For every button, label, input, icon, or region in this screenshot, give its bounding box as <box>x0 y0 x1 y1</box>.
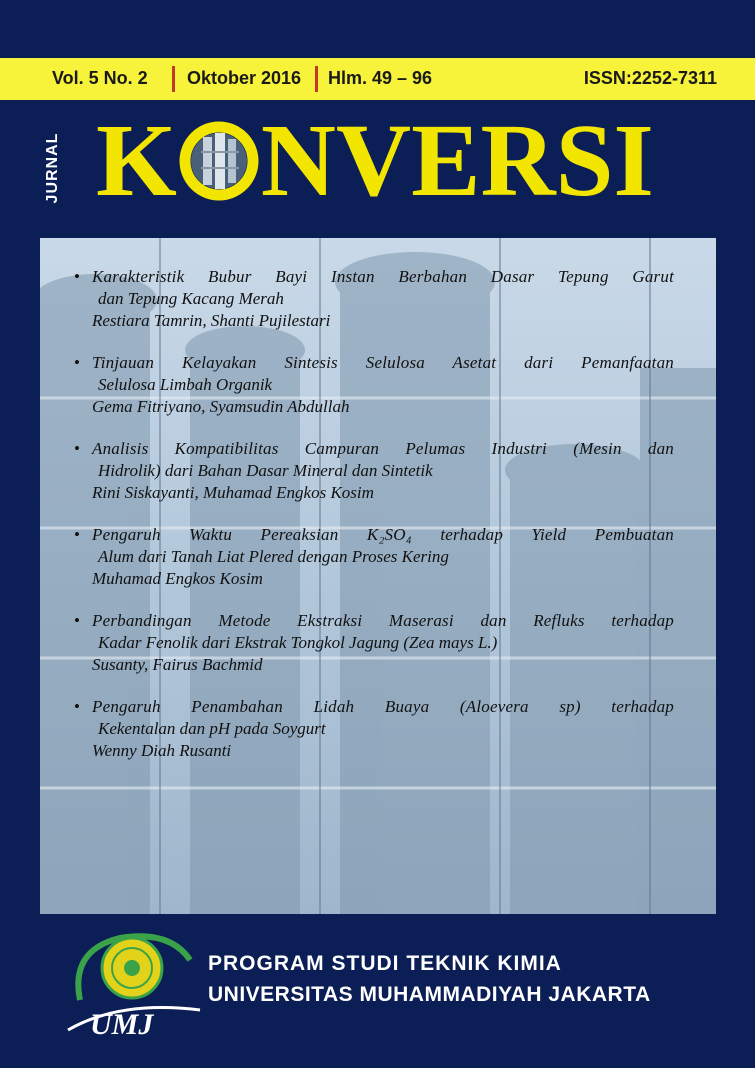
program-name: PROGRAM STUDI TEKNIK KIMIA <box>208 952 562 975</box>
article-entry <box>74 610 674 676</box>
bullet-icon: • <box>74 353 80 372</box>
article-entry <box>74 438 674 504</box>
article-entry <box>74 696 674 762</box>
logo-text: UMJ <box>90 1008 154 1041</box>
university-name: UNIVERSITAS MUHAMMADIYAH JAKARTA <box>208 983 651 1006</box>
article-title-cont: Kekentalan dan pH pada Soygurt <box>98 719 326 738</box>
article-title-cont: Hidrolik) dari Bahan Dasar Mineral dan Sintetik <box>98 461 433 480</box>
title-rest: NVERSI <box>260 103 654 218</box>
article-title-cont: Selulosa Limbah Organik <box>98 375 273 394</box>
bullet-icon: • <box>74 611 80 630</box>
article-entry <box>74 352 674 418</box>
jurnal-label <box>38 128 68 208</box>
journal-title <box>96 103 654 218</box>
jurnal-text: JURNAL <box>44 132 61 204</box>
bullet-icon: • <box>74 267 80 286</box>
bullet-icon: • <box>74 697 80 716</box>
article-authors: Susanty, Fairus Bachmid <box>92 655 263 674</box>
university-logo <box>60 930 210 1050</box>
article-title: Perbandingan Metode Ekstraksi Maserasi dan Refluks terhadap <box>92 611 674 630</box>
article-authors: Rini Siskayanti, Muhamad Engkos Kosim <box>92 483 374 502</box>
bullet-icon: • <box>74 525 80 544</box>
volume-label: Vol. 5 No. 2 <box>52 68 148 88</box>
article-title: Tinjauan Kelayakan Sintesis Selulosa Asetat dari Pemanfaatan <box>92 353 674 372</box>
title-letter-k: K <box>96 103 177 218</box>
page-range: Hlm. 49 – 96 <box>328 68 433 88</box>
article-entry <box>74 524 674 590</box>
article-title-cont: Kadar Fenolik dari Ekstrak Tongkol Jagung (Zea mays L.) <box>98 633 498 652</box>
separator-bar <box>315 66 318 92</box>
article-title-cont: Alum dari Tanah Liat Plered dengan Proses Kering <box>98 547 449 566</box>
bullet-icon: • <box>74 439 80 458</box>
distillation-column-o-icon <box>179 121 259 201</box>
article-title: Karakteristik Bubur Bayi Instan Berbahan Dasar Tepung Garut <box>92 267 674 286</box>
article-title: Pengaruh Penambahan Lidah Buaya (Aloevera sp) terhadap <box>92 697 674 716</box>
article-title-cont: dan Tepung Kacang Merah <box>98 289 284 308</box>
table-of-contents <box>74 266 674 782</box>
article-entry <box>74 266 674 332</box>
university-seal-icon <box>60 930 210 1050</box>
article-authors: Muhamad Engkos Kosim <box>92 569 263 588</box>
issue-info-band <box>0 58 755 100</box>
separator-bar <box>172 66 175 92</box>
issue-month: Oktober 2016 <box>187 68 302 88</box>
article-authors: Gema Fitriyano, Syamsudin Abdullah <box>92 397 350 416</box>
article-authors: Wenny Diah Rusanti <box>92 741 232 760</box>
article-title: Pengaruh Waktu Pereaksian K₂SO₄ terhadap Yield Pembuatan <box>92 525 674 544</box>
article-title: Analisis Kompatibilitas Campuran Pelumas Industri (Mesin dan <box>92 439 674 458</box>
article-authors: Restiara Tamrin, Shanti Pujilestari <box>92 311 331 330</box>
issn-label: ISSN:2252-7311 <box>583 68 717 88</box>
